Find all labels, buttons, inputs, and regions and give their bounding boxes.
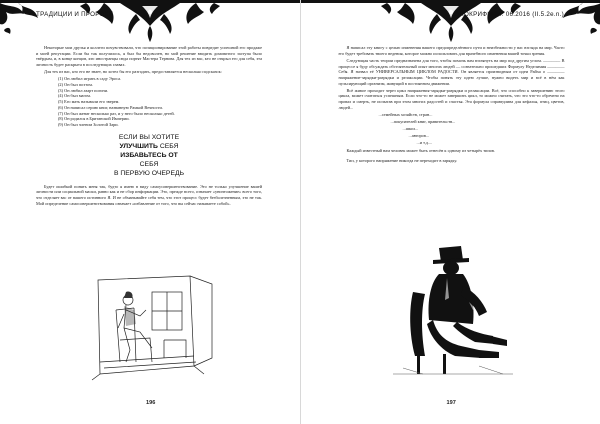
verse-line: ...авторов...: [408, 133, 430, 139]
verse-line: ...школ...: [402, 126, 419, 132]
left-paragraph-2: Для тех из вас, кто его не знает, но хотел бы его разгадать, предоставляется несколько подсказок:: [44, 69, 222, 75]
hint-item: (4) Он был магом.: [58, 93, 91, 99]
verse-list: [339, 112, 565, 146]
emphasis-line: В ПЕРВУЮ ОЧЕРЕДЬ: [113, 169, 185, 177]
hint-item: (2) Он был поэтом.: [58, 82, 93, 87]
left-running-head: ТРАДИЦИИ И ПРОРОКИ: [36, 11, 114, 18]
hint-item: (7) Он был женат несколько раз, и у него было несколько детей.: [58, 110, 175, 116]
hint-item: (6) Он написал серию книг, названную Рамкой Вечности.: [58, 104, 163, 110]
right-paragraph-1: Я написал эту книгу с целью изменения вашего предопределённого пути и неизбежности у вас взгляда на мир. Часто его будет требовать твоего ведения, которое можно использовать для врачебного изменения вашей точки зрения.: [338, 45, 565, 56]
left-header-ornament: [0, 0, 300, 40]
verse-line: ...покупателей книг, правительств...: [390, 119, 456, 124]
right-page: [301, 0, 600, 424]
right-body-text: [339, 45, 565, 165]
right-paragraph-2: Следующая часть теории предназначена для того, чтобы помочь вам взглянуть на мир под другим углом. ———— В процессе я буду обсуждать обстоятельный опыт многих людей — сознательно прошедших Формулу Неделимия ———— Себя. Я назвал её УНИВЕРСАЛЬНЫМ ЦИКЛОМ РАДОСТИ. Он является производным от идеи Райха о ———— напряжение-зарядки-разрядки и релаксации. Чтобы понять эту идею лучше, нужно видеть мир и всё в нём как пульсирующий организм, живущий в постоянном движении.: [338, 57, 565, 86]
emphasis-line: СЕБЯ: [139, 160, 159, 168]
hint-item: (1) Он любил играть в саду Эроса.: [58, 76, 122, 82]
emphasis-bold: УЛУЧШИТЬ: [119, 142, 158, 150]
hint-list: [58, 76, 262, 127]
hint-item: (9) Он был членом Золотой Зари.: [58, 121, 119, 127]
right-paragraph-5: Тип, у которого напряжение никогда не переходит в зарядку.: [346, 157, 458, 163]
right-paragraph-3: Всё живое проходит через цикл напряжения-зарядки-разрядки и релаксации. Всё, что способно к завершению этого цикла, может считаться успешным. Если что-то не может завершить цикл, то можно считать, что это что-то обречено на провал и смерть, не испытав при этом многих радостей и счастья. Эта формула справедлива для кефалья, птиц, цветов, людей...: [338, 87, 565, 110]
left-body-text: [36, 45, 262, 208]
right-page-number: 197: [446, 400, 456, 406]
hint-item: (3) Он любил азарт погони.: [58, 87, 109, 93]
right-header-ornament: [301, 0, 600, 40]
hint-item: (8) Он родился в Британской Империи.: [58, 116, 130, 122]
seated-shadow-figure-illustration: [383, 238, 519, 380]
right-paragraph-4: Каждый известный нам человек может быть отнесён к одному из четырёх типов.: [346, 147, 496, 153]
left-page-number: 196: [146, 400, 156, 406]
hint-item: (5) Его мать называли его зверем.: [58, 99, 120, 105]
left-paragraph-1: Некоторые мои друзья и коллеги почувствовали, что позиционирование этой работы повредит успешной его продаже и моей репутации. Если бы так получилось, я был бы недоволен, но мой решение вводить домовитого заступа было твёрдым, и, в конце концов, кто иностранцы сюда портят Мастера Тернова. Для тех из вас, кто не открыл его для себя, эта личность будет раскрыта в последующих главах.: [36, 45, 262, 68]
emphasis-line: [36, 142, 262, 151]
emphasis-line: [36, 151, 262, 160]
left-paragraph-3: Будет ошибкой понять меня так, будто я имею в виду самоусовершенствование. Это не только улучшение вашей личности или социальной маски, равно как и не сбор информации. Это, прежде всего, означает «уничтожение» всего того, что отделяет вас от вашего истинного Я. И не обманывайте себя тем, что этот процесс будет безболезненным, это не так. Мой определение самосовершенствования означает «избавление от того, что вы сейчас называете собой».: [36, 183, 262, 206]
seated-figure-sketch-illustration: [90, 270, 218, 382]
emphasis-regular: СЕБЯ: [157, 142, 179, 150]
emphasis-bold: ИЗБАВЬТЕСЬ ОТ: [120, 151, 178, 159]
emphasis-line: ЕСЛИ ВЫ ХОТИТЕ: [118, 133, 180, 141]
right-running-head: АПОКРИФ№04: 06.2016 (II.5.2e.n.): [454, 11, 564, 18]
emphasis-block: [36, 133, 262, 178]
verse-line: ...семейных хозяйств, стран...: [378, 111, 433, 117]
verse-line: ...и т.д....: [416, 140, 433, 146]
